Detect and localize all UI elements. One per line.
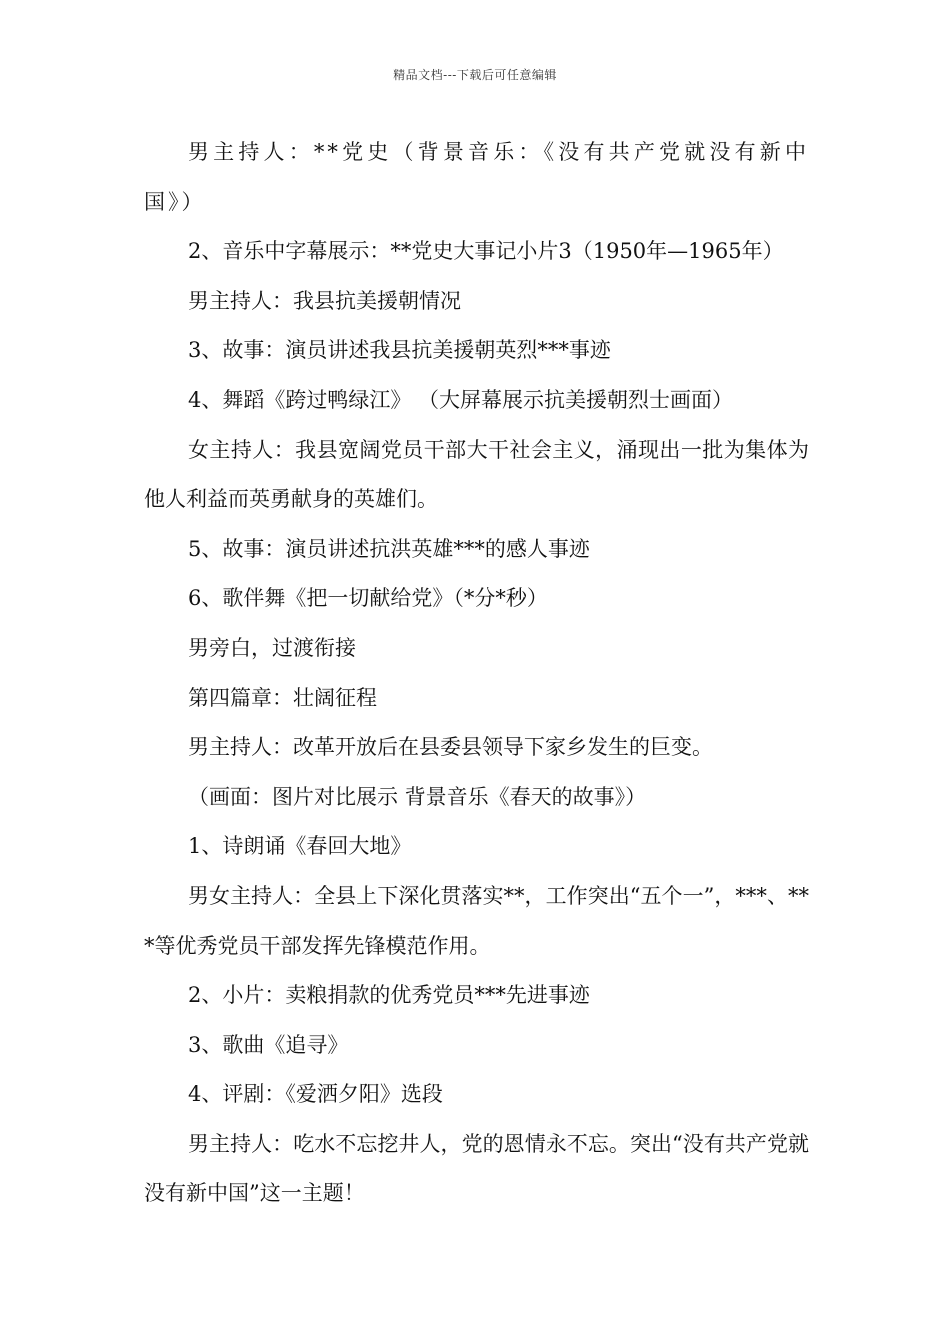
- paragraph: 女主持人：我县宽阔党员干部大干社会主义，涌现出一批为集体为他人利益而英勇献身的英雄们。: [144, 437, 809, 512]
- paragraph: 男女主持人：全县上下深化贯落实**，工作突出“五个一”，***、***等优秀党员干部发挥先锋模范作用。: [144, 883, 809, 958]
- paragraph: 第四篇章：壮阔征程: [188, 685, 377, 710]
- paragraph: 男旁白，过渡衔接: [188, 635, 356, 660]
- paragraph: 2、小片：卖粮捐款的优秀党员***先进事迹: [188, 983, 590, 1008]
- paragraph: 男主持人：改革开放后在县委县领导下家乡发生的巨变。: [188, 735, 713, 760]
- paragraph: 男主持人：我县抗美援朝情况: [188, 288, 461, 313]
- paragraph: （画面：图片对比展示 背景音乐《春天的故事》）: [188, 784, 647, 809]
- paragraph: 3、故事：演员讲述我县抗美援朝英烈***事迹: [188, 338, 611, 363]
- paragraph: 3、歌曲《追寻》: [188, 1032, 349, 1057]
- paragraph: 5、故事：演员讲述抗洪英雄***的感人事迹: [188, 536, 590, 561]
- paragraph: 4、评剧：《爱洒夕阳》选段: [188, 1082, 443, 1107]
- paragraph: 1、诗朗诵《春回大地》: [188, 834, 412, 859]
- paragraph: 6、歌伴舞《把一切献给党》（*分*秒）: [188, 586, 548, 611]
- page-header: 精品文档---下载后可任意编辑: [393, 68, 557, 82]
- document-body: [144, 128, 809, 1219]
- paragraph: 男主持人：吃水不忘挖井人，党的恩情永不忘。突出“没有共产党就没有新中国”这一主题！: [144, 1131, 809, 1206]
- paragraph: 男主持人：**党史（背景音乐：《没有共产党就没有新中国》）: [144, 140, 809, 214]
- paragraph: 4、舞蹈《跨过鸭绿江》 （大屏幕展示抗美援朝烈士画面）: [188, 387, 734, 412]
- paragraph: 2、音乐中字幕展示：**党史大事记小片3（1950年—1965年）: [188, 239, 784, 264]
